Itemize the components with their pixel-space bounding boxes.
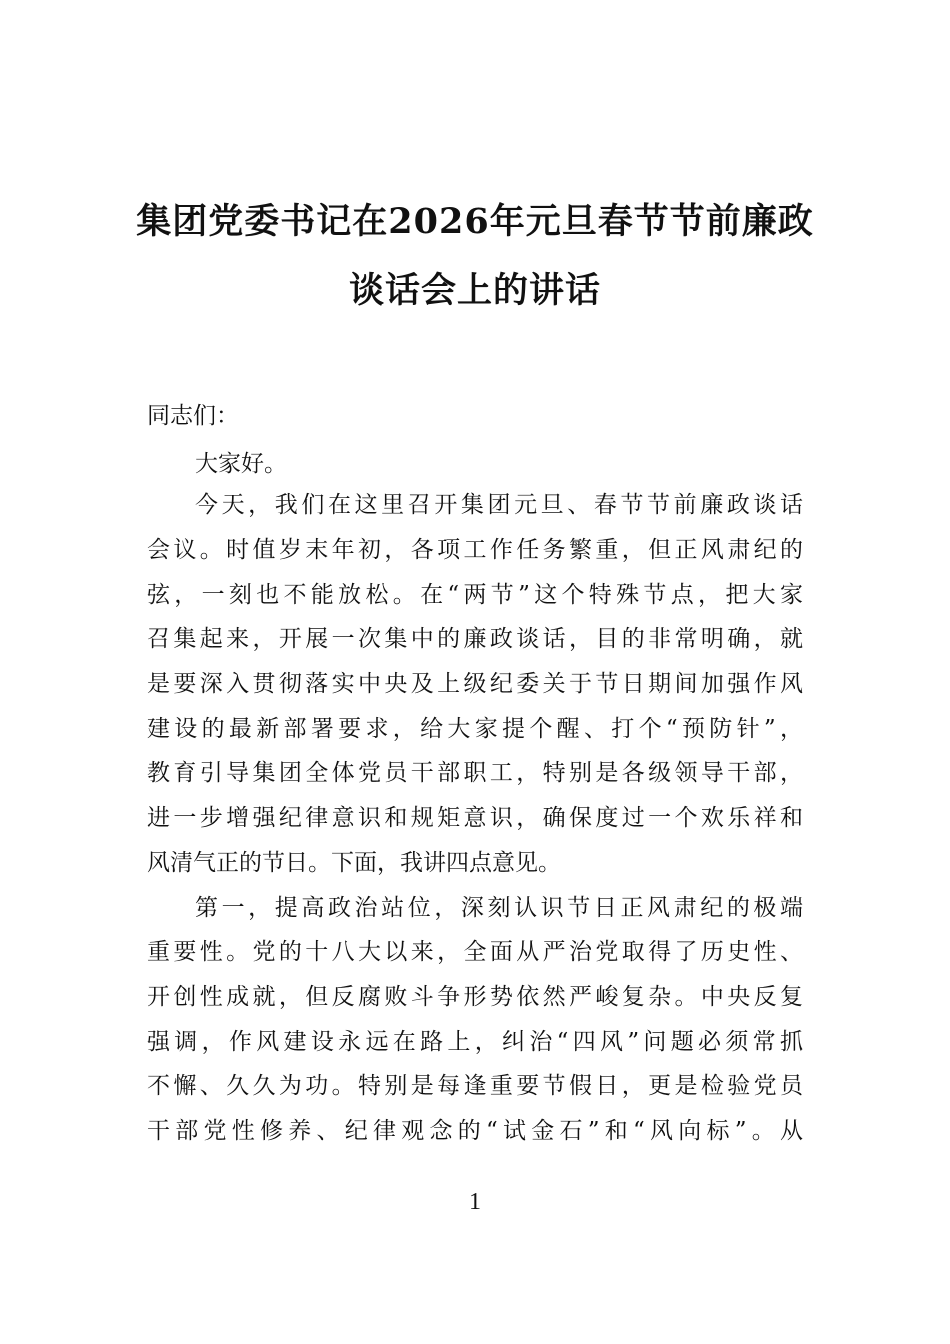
body-line: 建设的最新部署要求，给大家提个醒、打个“预防针”，: [147, 716, 803, 742]
body-line: 干部党性修养、纪律观念的“试金石”和“风向标”。从: [147, 1118, 803, 1144]
body-line: 教育引导集团全体党员干部职工，特别是各级领导干部，: [147, 760, 803, 786]
body-line: 不懈、久久为功。特别是每逢重要节假日，更是检验党员: [147, 1073, 803, 1099]
greeting: 大家好。: [195, 451, 287, 477]
page-number: 1: [469, 1189, 481, 1215]
document-title-line-2: 谈话会上的讲话: [348, 270, 601, 311]
body-line: 会议。时值岁末年初，各项工作任务繁重，但正风肃纪的: [147, 537, 803, 563]
body-line: 开创性成就，但反腐败斗争形势依然严峻复杂。中央反复: [147, 984, 803, 1010]
body-line: 召集起来，开展一次集中的廉政谈话，目的非常明确，就: [147, 626, 803, 652]
salutation: 同志们：: [147, 403, 239, 429]
body-line: 今天，我们在这里召开集团元旦、春节节前廉政谈话: [195, 492, 803, 518]
body-line: 重要性。党的十八大以来，全面从严治党取得了历史性、: [147, 939, 803, 965]
body-line: 强调，作风建设永远在路上，纠治“四风”问题必须常抓: [147, 1029, 803, 1055]
body-line: 是要深入贯彻落实中央及上级纪委关于节日期间加强作风: [147, 671, 803, 697]
body-line: 风清气正的节日。下面，我讲四点意见。: [147, 850, 561, 876]
body-line: 进一步增强纪律意识和规矩意识，确保度过一个欢乐祥和: [147, 805, 803, 831]
body-line: 弦，一刻也不能放松。在“两节”这个特殊节点，把大家: [147, 582, 803, 608]
document-title-line-1: 集团党委书记在2026年元旦春节节前廉政: [136, 201, 814, 242]
body-line: 第一，提高政治站位，深刻认识节日正风肃纪的极端: [195, 895, 803, 921]
